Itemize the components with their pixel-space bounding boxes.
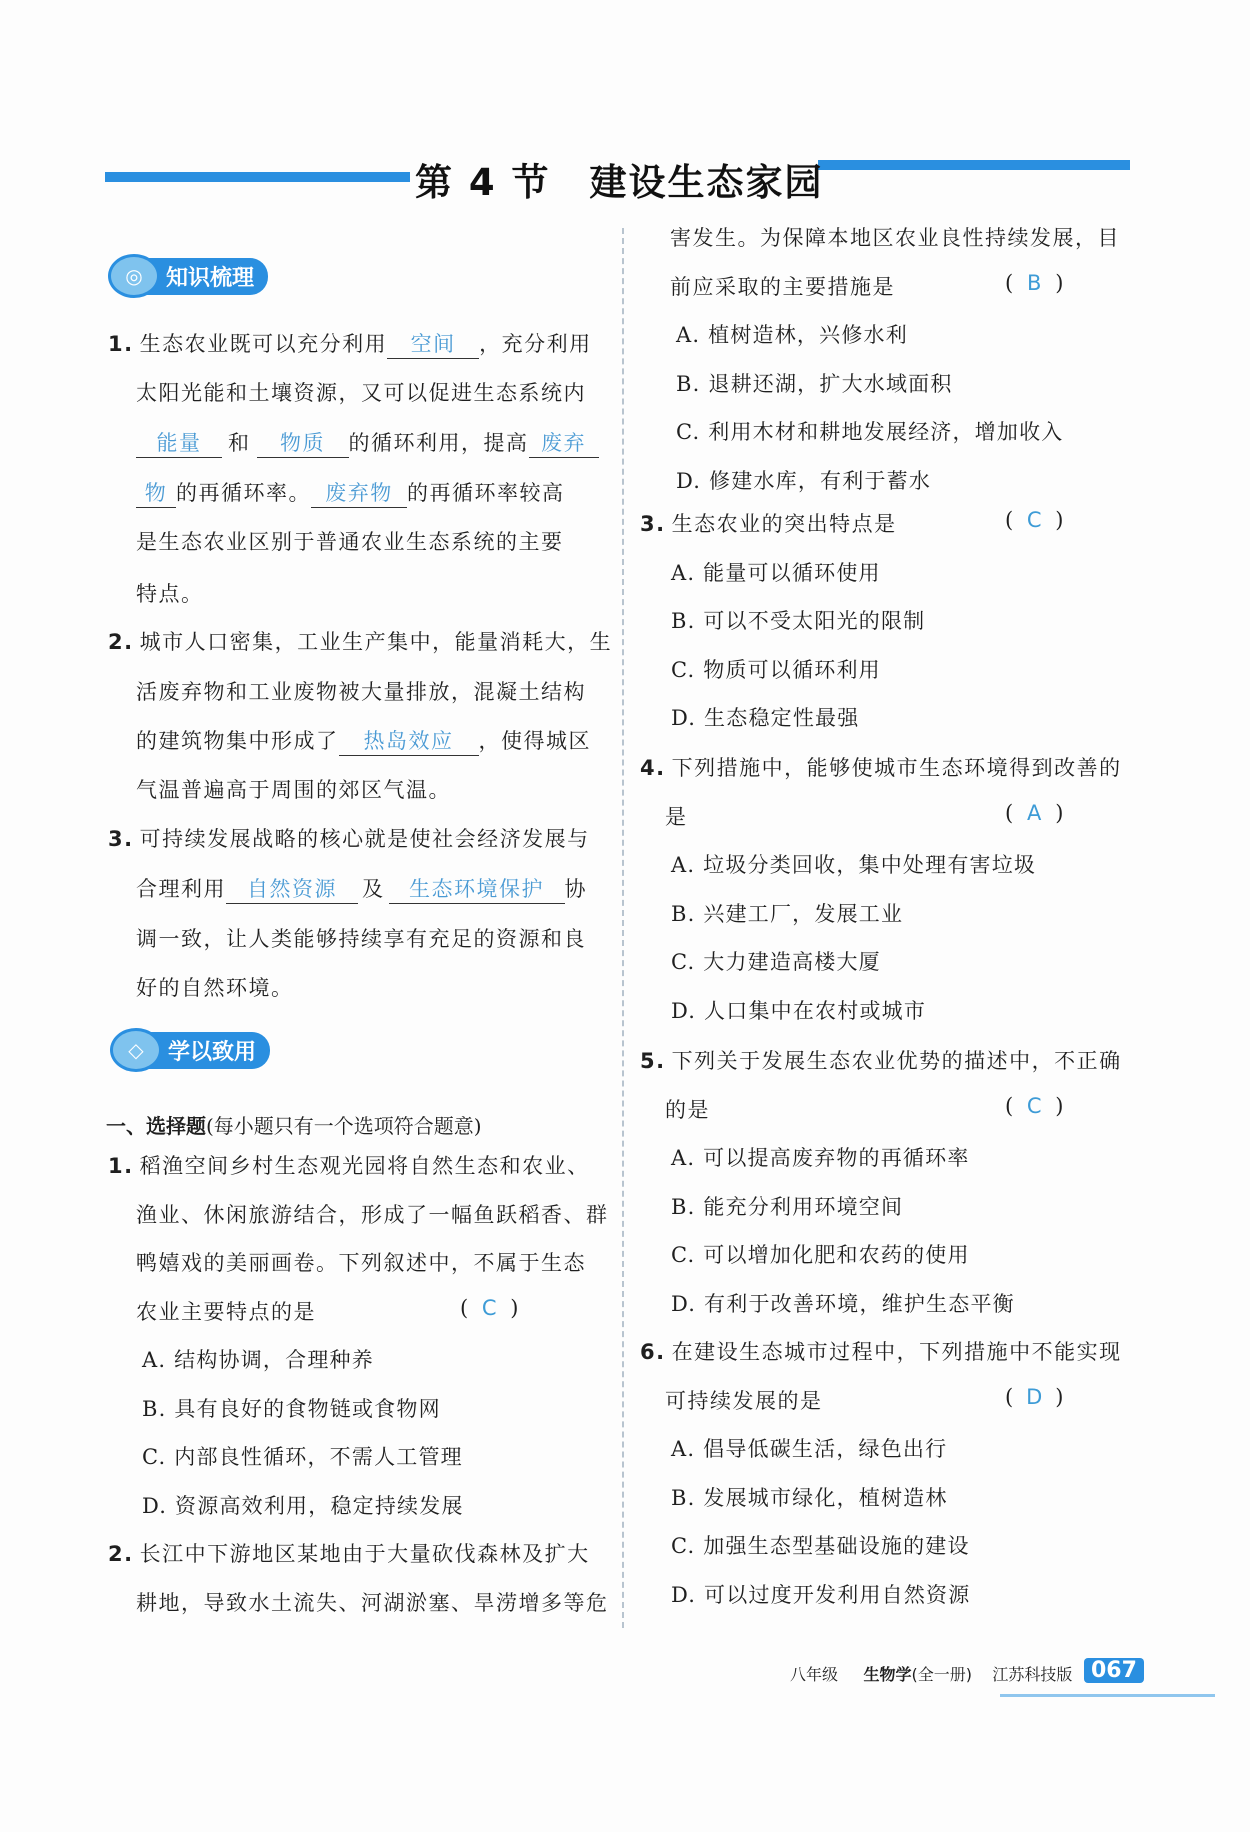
- question-2-option: C. 利用木材和耕地发展经济，增加收入: [676, 420, 1064, 444]
- question-5-option: B. 能充分利用环境空间: [671, 1194, 904, 1219]
- question-6-stem-line: 可持续发展的是: [665, 1388, 823, 1413]
- footer-volume: (全一册): [911, 1665, 972, 1684]
- fill-blank: 物质: [257, 427, 349, 458]
- fill-blank: 热岛效应: [339, 725, 479, 756]
- question-4-option: A. 垃圾分类回收，集中处理有害垃圾: [671, 853, 1037, 877]
- question-5-option: D. 有利于改善环境，维护生态平衡: [671, 1291, 1015, 1316]
- knowledge-item-1-line-1: 1. 生态农业既可以充分利用 空间 ，充分利用: [108, 328, 592, 359]
- fill-blank: 空间: [387, 328, 479, 359]
- fill-blank: 废弃: [529, 427, 599, 458]
- question-1-stem-line: 鸭嬉戏的美丽画卷。下列叙述中，不属于生态: [136, 1251, 586, 1275]
- question-6-option: B. 发展城市绿化，植树造林: [671, 1485, 948, 1510]
- answer-value: C: [1026, 1093, 1042, 1118]
- question-5-option: C. 可以增加化肥和农药的使用: [671, 1243, 970, 1267]
- question-2-option: B. 退耕还湖，扩大水域面积: [676, 371, 953, 396]
- fill-blank: 自然资源: [226, 873, 358, 904]
- knowledge-item-2-line-1: 2. 城市人口密集，工业生产集中，能量消耗大，生: [108, 630, 613, 654]
- question-6-option: C. 加强生态型基础设施的建设: [671, 1534, 970, 1558]
- question-1-stem-line: 农业主要特点的是: [136, 1299, 316, 1324]
- question-2-stem-line: 耕地，导致水土流失、河湖淤塞、旱涝增多等危: [136, 1590, 609, 1615]
- question-1-answer: ( C ): [460, 1295, 519, 1320]
- section-badge-apply: [110, 1032, 270, 1068]
- question-6-option: A. 倡导低碳生活，绿色出行: [671, 1437, 948, 1461]
- fill-blank: 废弃物: [311, 477, 407, 508]
- question-4-option: C. 大力建造高楼大厦: [671, 950, 881, 974]
- footer-publisher: 江苏科技版: [992, 1665, 1073, 1684]
- answer-value: C: [481, 1295, 497, 1320]
- title-bar-right: [818, 160, 1130, 170]
- section-badge-knowledge: [108, 258, 268, 294]
- footer-rule: [1000, 1694, 1215, 1697]
- question-2-option: A. 植树造林，兴修水利: [676, 323, 908, 347]
- answer-value: B: [1026, 270, 1042, 295]
- question-1-stem-line: 1. 稻渔空间乡村生态观光园将自然生态和农业、: [108, 1154, 590, 1178]
- fill-blank: 生态环境保护: [389, 873, 565, 904]
- question-1-option: D. 资源高效利用，稳定持续发展: [142, 1493, 464, 1518]
- question-4-stem-line: 是: [665, 804, 688, 829]
- section-label: 知识梳理: [146, 258, 268, 295]
- question-2-stem-line: 2. 长江中下游地区某地由于大量砍伐森林及扩大: [108, 1542, 590, 1566]
- question-3-option: C. 物质可以循环利用: [671, 657, 881, 682]
- question-5-stem-line: 的是: [665, 1097, 710, 1122]
- question-4-stem-line: 4. 下列措施中，能够使城市生态环境得到改善的: [640, 756, 1122, 780]
- target-icon: ◎: [108, 254, 160, 298]
- footer-subject: 生物学: [863, 1665, 912, 1684]
- knowledge-item-3-line-4: 好的自然环境。: [136, 976, 294, 1000]
- question-3-option: A. 能量可以循环使用: [671, 560, 881, 585]
- question-5-answer: ( C ): [1005, 1093, 1064, 1118]
- question-4-option: B. 兴建工厂，发展工业: [671, 901, 904, 926]
- question-3-option: D. 生态稳定性最强: [671, 706, 860, 730]
- answer-value: C: [1026, 508, 1042, 532]
- question-1-option: C. 内部良性循环，不需人工管理: [142, 1445, 463, 1469]
- question-4-answer: ( A ): [1005, 800, 1064, 825]
- book-icon: ◇: [110, 1028, 162, 1072]
- knowledge-item-1-line-4: 物 的再循环率。 废弃物 的再循环率较高: [136, 477, 565, 508]
- question-1-stem-line: 渔业、休闲旅游结合，形成了一幅鱼跃稻香、群: [136, 1202, 609, 1227]
- page-number: 067: [1084, 1658, 1144, 1683]
- title-bar-left: [105, 172, 410, 182]
- question-5-option: A. 可以提高废弃物的再循环率: [671, 1146, 970, 1170]
- knowledge-item-3-line-1: 3. 可持续发展战略的核心就是使社会经济发展与: [108, 827, 590, 851]
- question-5-stem-line: 5. 下列关于发展生态农业优势的描述中，不正确: [640, 1049, 1122, 1073]
- question-2-stem-line: 前应采取的主要措施是: [670, 274, 895, 299]
- knowledge-item-2-line-4: 气温普遍高于周围的郊区气温。: [136, 778, 451, 802]
- question-6-answer: ( D ): [1005, 1384, 1064, 1409]
- column-divider: [622, 228, 624, 1628]
- question-4-option: D. 人口集中在农村或城市: [671, 998, 927, 1023]
- knowledge-item-3-line-2: 合理利用 自然资源 及 生态环境保护 协: [136, 873, 587, 904]
- question-6-option: D. 可以过度开发利用自然资源: [671, 1582, 971, 1607]
- knowledge-item-2-line-2: 活废弃物和工业废物被大量排放，混凝土结构: [136, 680, 586, 704]
- knowledge-item-1-line-2: 太阳光能和土壤资源，又可以促进生态系统内: [136, 381, 586, 405]
- question-2-stem-line: 害发生。为保障本地区农业良性持续发展，目: [670, 226, 1120, 250]
- question-2-answer: ( B ): [1005, 270, 1064, 295]
- mc-header: 一、选择题(每小题只有一个选项符合题意): [106, 1114, 482, 1138]
- section-label: 学以致用: [148, 1032, 270, 1069]
- question-3-answer: ( C ): [1005, 508, 1064, 532]
- question-1-option: B. 具有良好的食物链或食物网: [142, 1396, 441, 1421]
- question-2-option: D. 修建水库，有利于蓄水: [676, 468, 932, 493]
- answer-value: D: [1026, 1384, 1043, 1409]
- knowledge-item-1-line-6: 特点。: [136, 582, 204, 606]
- question-3-stem-line: 3. 生态农业的突出特点是: [640, 512, 897, 536]
- fill-blank: 能量: [136, 427, 222, 458]
- answer-value: A: [1027, 800, 1042, 825]
- page-title: 第 4 节 建设生态家园: [415, 161, 824, 204]
- knowledge-item-1-line-5: 是生态农业区别于普通农业生态系统的主要: [136, 530, 564, 554]
- question-6-stem-line: 6. 在建设生态城市过程中，下列措施中不能实现: [640, 1340, 1122, 1364]
- question-3-option: B. 可以不受太阳光的限制: [671, 609, 926, 633]
- footer-info: [790, 1662, 1072, 1685]
- knowledge-item-3-line-3: 调一致，让人类能够持续享有充足的资源和良: [136, 927, 586, 951]
- footer-grade: 八年级: [790, 1665, 839, 1684]
- knowledge-item-2-line-3: 的建筑物集中形成了 热岛效应 ，使得城区: [136, 725, 591, 756]
- knowledge-item-1-line-3: 能量 和 物质 的循环利用，提高 废弃: [136, 427, 599, 458]
- fill-blank: 物: [136, 477, 176, 508]
- question-1-option: A. 结构协调，合理种养: [142, 1348, 374, 1372]
